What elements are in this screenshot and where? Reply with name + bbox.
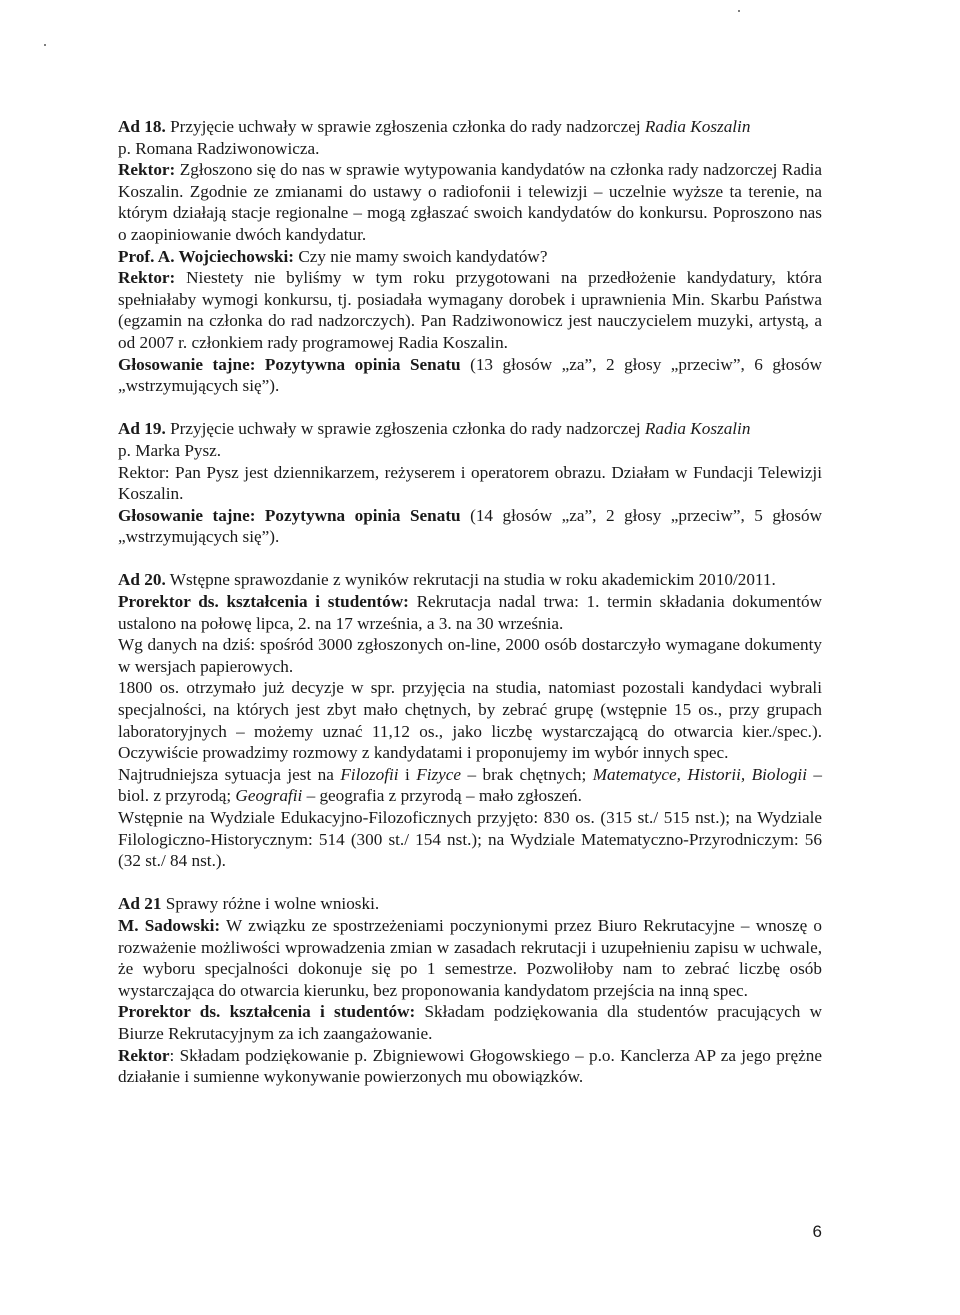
ad21-heading: Ad 21 Sprawy różne i wolne wnioski. [118,894,380,914]
ad21-sadowski-statement: M. Sadowski: W związku ze spostrzeżeniami poczynionymi przez Biuro Rekrutacyjne – wnoszę o rozważenie możliwości wprowadzenia zmian w zasadach rekrutacji i uzupełnieniu zapisu w uchwale, że wyboru specjalności dokonuje się po 1 semestrze. Pozwoliłoby nam to zebrać liczbę osób wystarczająca do otwarcia kierunku, bez proponowania kandydatom przejścia na inną spec. [118,915,823,1000]
scan-speck [44,44,46,46]
section-ad-19 [118,418,822,548]
ad21-prorektor-statement: Prorektor ds. kształcenia i studentów: Składam podziękowania dla studentów pracujących w Biurze Rekrutacyjnym za ich zaangażowanie. [118,1002,822,1043]
ad19-vote: Głosowanie tajne: Pozytywna opinia Senatu (14 głosów „za”, 2 głosy „przeciw”, 5 głosów „wstrzymujących się”). [118,505,822,547]
section-ad-20 [118,569,822,871]
ad20-heading: Ad 20. Wstępne sprawozdanie z wyników rekrutacji na studia w roku akademickim 2010/2011. [118,570,776,590]
ad18-rektor-statement: Rektor: Zgłoszono się do nas w sprawie wytypowania kandydatów na członka rady nadzorczej Radia Koszalin. Zgodnie ze zmianami do ustawy o radiofonii i telewizji – uczelnie wyższe ta terenie, na którym działają stacje regionalne – mogą zgłaszać swoich kandydatów do konkursu. Poproszono nas o zaopiniowanie dwóch kandydatur. [118,160,822,244]
ad18-vote: Głosowanie tajne: Pozytywna opinia Senatu (13 głosów „za”, 2 głosy „przeciw”, 6 głosów „wstrzymujących się”). [118,354,822,396]
ad20-prorektor-statement: Prorektor ds. kształcenia i studentów: Rekrutacja nadal trwa: 1. termin składania dokumentów ustalono na połowę lipca, 2. na 17 września, a 3. na 30 września. [118,592,822,633]
ad18-rektor-answer: Rektor: Niestety nie byliśmy w tym roku przygotowani na przedłożenie kandydatury, która spełniałaby wymogi konkursu, tj. posiadała wymagany dorobek i uprawnienia Min. Skarbu Państwa (egzamin na członka do rad nadzorczych). Pan Radziwonowicz jest nauczycielem muzyki, artystą, a od 2007 r. członkiem rady programowej Radia Koszalin. [118,268,822,352]
ad20-paragraph: Najtrudniejsza sytuacja jest na Filozofii i Fizyce – brak chętnych; Matematyce, Historii, Biologii – biol. z przyrodą; Geografii – geografia z przyrodą – mało zgłoszeń. [118,764,823,806]
ad18-heading: Ad 18. Przyjęcie uchwały w sprawie zgłoszenia członka do rady nadzorczej Radia Koszalin [118,117,751,136]
ad19-heading: Ad 19. Przyjęcie uchwały w sprawie zgłoszenia członka do rady nadzorczej Radia Koszalin [118,419,751,439]
ad20-paragraph: 1800 os. otrzymało już decyzje w spr. przyjęcia na studia, natomiast pozostali kandydaci wybrali specjalności, na których jest zbyt mało chętnych, by zebrać grupę (wstępnie 15 os., przy grupach laboratoryjnych – możemy uznać 11,12 os., jako liczbę wystarczającą do otwarcia kier./spec.). Oczywiście prowadzimy rozmowy z kandydatami i proponujemy im wybór innych spec. [118,678,822,763]
section-ad-18 [118,116,822,397]
ad20-paragraph: Wg danych na dziś: spośród 3000 zgłoszonych on-line, 2000 osób dostarczyło wymagane dokumenty w wersjach papierowych. [118,635,822,676]
ad20-paragraph: Wstępnie na Wydziale Edukacyjno-Filozoficznych przyjęto: 830 os. (315 st./ 515 nst.); na Wydziale Filologiczno-Historycznym: 514 (300 st./ 154 nst.); na Wydziale Matematyczno-Przyrodniczym: 56 (32 st./ 84 nst.). [118,808,822,871]
ad19-subject: p. Marka Pysz. [118,440,222,460]
ad19-rektor-statement: Rektor: Pan Pysz jest dziennikarzem, reżyserem i operatorem obrazu. Działam w Fundacji Telewizji Koszalin. [118,462,822,504]
ad18-subject: p. Romana Radziwonowicza. [118,138,320,158]
page-number: 6 [812,1222,822,1241]
ad21-rektor-statement: Rektor: Składam podziękowanie p. Zbigniewowi Głogowskiego – p.o. Kanclerza AP za jego prężne działanie i sumienne wykonywanie powierzonych mu obowiązków. [118,1045,822,1087]
scan-speck [738,10,740,12]
section-ad-21 [118,893,822,1087]
document-body [118,116,822,1088]
ad18-prof-question: Prof. A. Wojciechowski: Czy nie mamy swoich kandydatów? [118,246,548,266]
